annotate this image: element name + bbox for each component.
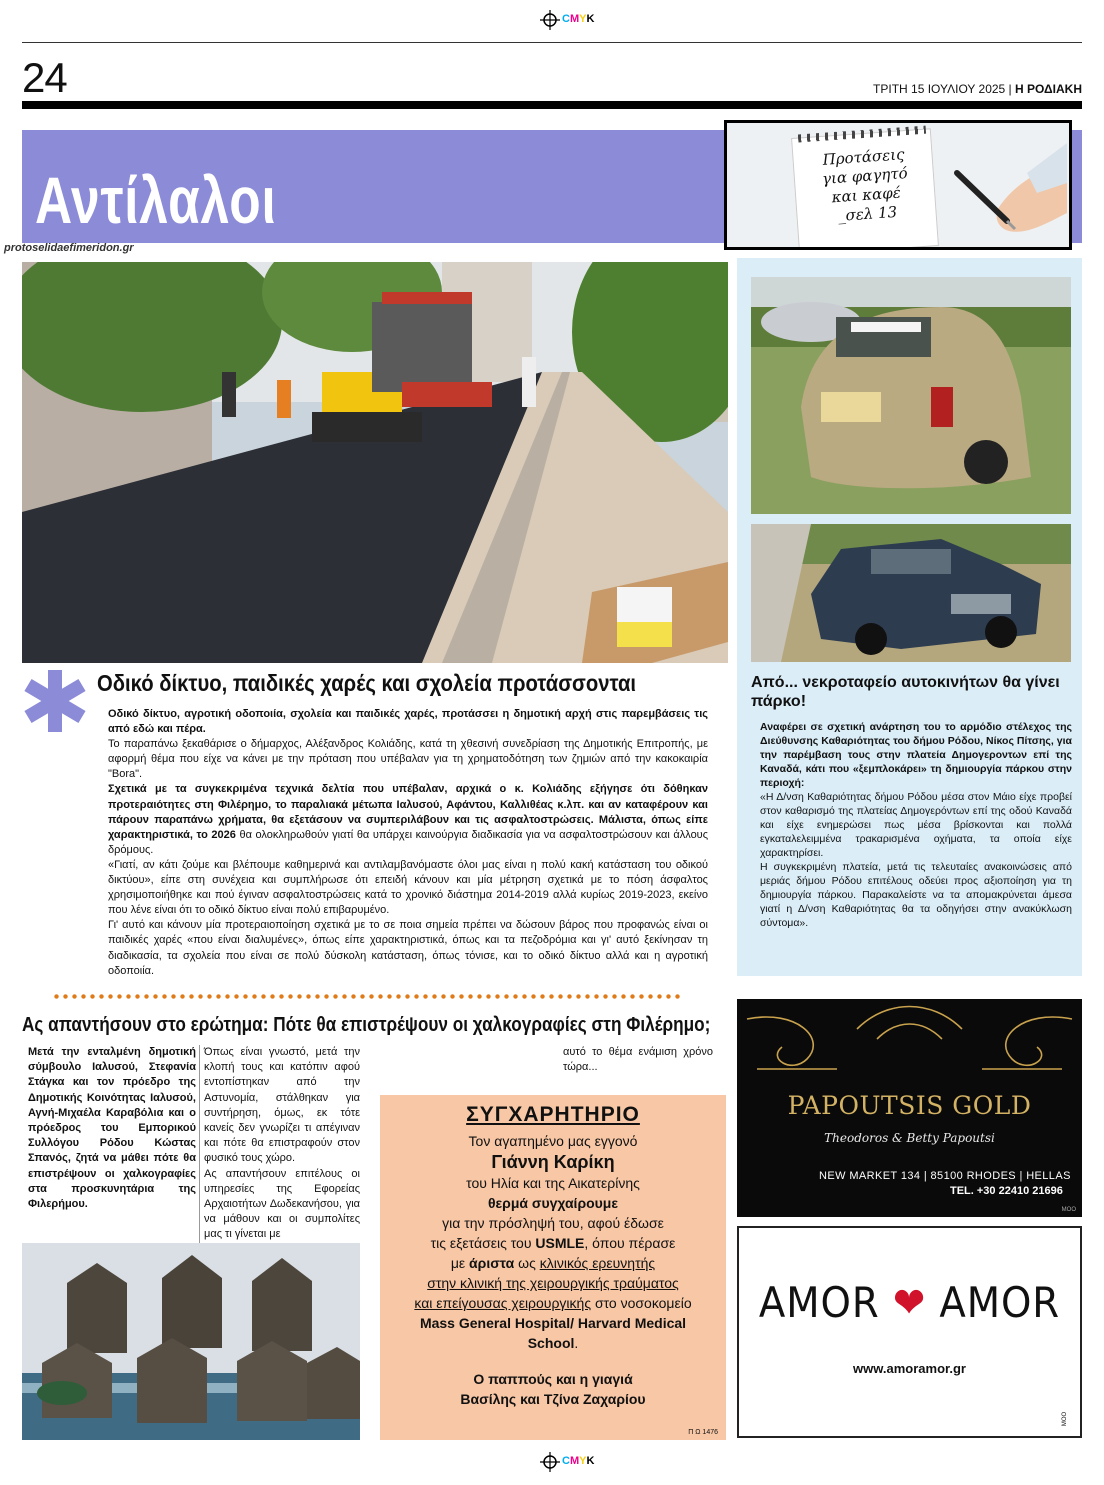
congrats-line [380, 1333, 726, 1353]
congrats-line: για την πρόσληψή του, αφού έδωσε [442, 1215, 664, 1231]
dotted-divider [52, 994, 684, 999]
main-paragraph: Το παραπάνω ξεκαθάρισε ο δήμαρχος, Αλέξανδρος Κολιάδης, κατά τη χθεσινή συνεδρίαση της Δημοτικής Επιτροπής, με αφορμή θέμα που είχε να κάνει με την πρόταση που υπέβαλαν για τη χρηματοδότηση των ζημιών από την κακοκαιρία "Bora". [108, 738, 708, 781]
top-rule [22, 42, 1082, 43]
amor-amor-ad[interactable] [737, 1226, 1082, 1438]
registration-mark-bottom [540, 1452, 610, 1472]
congrats-text: στο νοσοκομείο [591, 1295, 692, 1311]
main-paragraph: «Γιατί, αν κάτι ζούμε και βλέπουμε καθημερινά και αντιλαμβανόμαστε όλοι μας είναι η πολύ κακή κατάσταση του οδικού δικτύου», είπε στη συνέχεια και συμπλήρωσε ότι επειδή κάνουν και μία μέτρηση σχετικά με το πόση άσφαλτος χρησιμοποιήθηκε και πού έγιναν ασφαλτοστρώσεις κατά το χρονικό διάστημα 2014-2019 αλλά κυρίως 2019-2023, εκείνο που λένε είναι ότι το οδικό δίκτυο είναι πολύ επιβαρυμένο. [108, 858, 708, 917]
ad-code: ΜΟΟ [1061, 1207, 1076, 1213]
asterisk-icon [22, 668, 88, 734]
secondary-col-2 [204, 1045, 360, 1243]
section-banner-edge [1072, 130, 1082, 243]
cmyk-k: K [586, 1455, 595, 1467]
header-rule [22, 101, 1082, 109]
congrats-signature: Βασίλης και Τζίνα Ζαχαρίου [460, 1391, 646, 1407]
source-watermark: protoselidaefimeridon.gr [4, 242, 134, 254]
crosshair-icon [540, 10, 560, 30]
secondary-headline: Ας απαντήσουν στο ερώτημα: Πότε θα επιστρέψουν οι χαλκογραφίες στη Φιλέρημο; [22, 1014, 711, 1036]
dateline [873, 82, 1082, 96]
ad-brand [753, 1278, 1067, 1327]
promo-line: _σελ 13 [837, 202, 898, 225]
papoutsis-gold-ad[interactable] [737, 999, 1082, 1217]
writing-hand-icon [947, 143, 1067, 250]
promo-line: Προτάσεις [822, 145, 906, 169]
dateline-separator: | [1005, 82, 1016, 96]
abandoned-car-photo-2 [751, 524, 1071, 662]
main-paragraph-bold: Σχετικά με τα συγκεκριμένα τεχνικά δελτία που υπέβαλαν, αρχικά ο κ. Κολιάδης εξήγησε ότι δόθηκαν προτεραιότητες στη Φιλέρημο, το παραλιακά μέτωπα Ιαλυσού, Αφάντου, Καλλιθέας κ.λπ. και αν καταφέρουν και πάρουν παραπάνω χρήματα, θα εξετάσουν να συμπεριλάβουν και τις ασφαλτοστρώσεις. Μάλιστα, όπως είπε χαρακτηριστικά, το 2026 [108, 783, 708, 841]
issue-date: ΤΡΙΤΗ 15 ΙΟΥΛΙΟΥ 2025 [873, 82, 1006, 96]
ad-code: Π Ω 1476 [688, 1429, 718, 1436]
congrats-box [380, 1095, 726, 1440]
sidebar-paragraph: Η συγκεκριμένη πλατεία, μετά τις τελευταίες ανακοινώσεις από μεριάς δήμου Ρόδου επιτέλους οδεύει προς αξιοποίηση για τη δημιουργία πάρκου. Παρακαλείστε να τα απομακρύνεται άμεσα γιατί η Δ/νση Καθαριότητας θα τα οδηγήσει στην ανακύκλωση σύντομα». [760, 861, 1072, 929]
congrats-signature: Ο παππούς και η γιαγιά [473, 1371, 633, 1387]
main-paragraph [108, 782, 708, 857]
road-paving-photo [22, 262, 728, 663]
promo-line: για φαγητό [821, 164, 909, 188]
promo-line: και καφέ [831, 183, 902, 207]
congrats-text: . [574, 1335, 579, 1351]
congrats-line: θερμά συγχαίρουμε [487, 1195, 619, 1211]
cmyk-m: M [569, 13, 580, 25]
congrats-text: ως [514, 1255, 540, 1271]
heart-icon: ❤ [892, 1278, 927, 1327]
sidebar-lead: Αναφέρει σε σχετική ανάρτηση του το αρμόδιο στέλεχος της Διεύθυνσης Καθαριότητας του δήμου Ρόδου, Νίκος Πίτσης, για την παρέμβαση τους στην πλατεία Δημογεροντων επί της Καναδά, κάτι που «ξεμπλοκάρει» τη δημιουργία πάρκου στην περιοχή: [760, 721, 1072, 789]
cmyk-y: Y [579, 13, 587, 25]
congrats-line: στην κλινική της χειρουργικής τραύματος [427, 1275, 679, 1291]
congrats-title: ΣΥΓΧΑΡΗΤΗΡΙΟ [466, 1103, 640, 1126]
secondary-paragraph: Ας απαντήσουν επιτέλους οι υπηρεσίες της Εφορείας Αρχαιοτήτων Δωδεκανήσου, για να μάθουν και οι συμπολίτες μας τι γίνεται με [204, 1167, 360, 1241]
section-title: Αντίλαλοι [35, 163, 277, 237]
congrats-line: του Ηλία και της Αικατερίνης [466, 1175, 640, 1191]
ad-phone: TEL. +30 22410 21696 [950, 1185, 1063, 1197]
main-article-body [108, 707, 708, 979]
congrats-text: τις εξετάσεις του [430, 1235, 536, 1251]
page-number: 24 [22, 54, 67, 101]
congrats-line [380, 1233, 726, 1253]
main-paragraph: Γι' αυτό και κάνουν μία προτεραιοποίηση σχετικά με το σε ποια σημεία πρέπει να δώσουν βάρος που προφανώς είναι οι παιδικές χαρές «που είναι διαλυμένες», όπως είπε χαρακτηριστικά, όπως και τα πεζοδρόμια και γι' αυτό ξεκίνησαν τη διαδικασία, τα σχολεία που είναι σε πολύ δύσκολη κατάσταση, όπως τόνισε, και το οδικό δίκτυο αλλά και η αγροτική οδοποιία. [108, 919, 708, 977]
cmyk-c: C [562, 13, 570, 25]
congrats-underlined: και επείγουσας χειρουργικής [414, 1295, 592, 1311]
cmyk-c: C [562, 1455, 570, 1467]
ad-address: NEW MARKET 134 | 85100 RHODES | HELLAS [819, 1170, 1071, 1182]
cmyk-y: Y [579, 1455, 587, 1467]
congrats-text: , όπου πέρασε [584, 1235, 676, 1251]
congrats-line [380, 1253, 726, 1273]
cmyk-k: K [586, 13, 595, 25]
ad-brand-left: AMOR [758, 1278, 880, 1327]
congrats-line [380, 1293, 726, 1313]
congrats-emphasis: School [527, 1335, 575, 1351]
spiral-rings [798, 126, 926, 143]
promo-handwriting [801, 144, 930, 228]
secondary-paragraph: Όπως είναι γνωστό, μετά την κλοπή τους και κατόπιν αφού εντοπίστηκαν από την Αστυνομία, στάλθηκαν για συντήρηση, όμως, εκ τότε κανείς δεν γνωρίζει τι απέγιναν και πότε θα επιστραφούν στον φυσικό τους χώρο. [204, 1046, 360, 1165]
newspaper-name: Η ΡΟΔΙΑΚΗ [1015, 82, 1082, 96]
notepad-image [791, 128, 939, 250]
congrats-text: με [450, 1255, 470, 1271]
main-paragraph-rest: θα ολοκληρωθούν γιατί θα υπάρχει καινούργια διαδικασία για να ασφαλτοστρώσουν και άλλους δρόμους. [108, 828, 709, 856]
cmyk-label [562, 13, 594, 25]
promo-box[interactable] [724, 120, 1072, 250]
congrats-emphasis: άριστα [469, 1255, 515, 1271]
ad-owners: Theodoros & Betty Papoutsi [824, 1131, 995, 1145]
sidebar-body [760, 720, 1072, 930]
crosshair-icon [540, 1452, 560, 1472]
abandoned-car-photo-1 [751, 277, 1071, 514]
cmyk-label [562, 1455, 594, 1467]
cmyk-m: M [569, 1455, 580, 1467]
sidebar-headline: Από... νεκροταφείο αυτοκινήτων θα γίνει πάρκο! [751, 674, 1060, 710]
congrats-emphasis: USMLE [535, 1235, 585, 1251]
secondary-col-4: αυτό το θέμα ενάμιση χρόνο τώρα... [563, 1046, 713, 1074]
ad-brand: PAPOUTSIS GOLD [787, 1091, 1032, 1120]
secondary-col-1: Μετά την ενταλμένη δημοτική σύμβουλο Ιαλυσού, Στεφανία Στάγκα και τον πρόεδρο της Δημοτικής Κοινότητας Ιαλυσού, Αγνή-Μιχαέλα Καραβόλια και ο πρόεδρος του Εμπορικού Συλλόγου Ρόδου Κώστας Σπανός, ζητά να μάθει πότε θα επιστρέψουν οι χαλκογραφίες στα προσκυνητάρια της Φιλερήμου. [28, 1046, 196, 1211]
engravings-photo [22, 1243, 360, 1440]
main-headline: Οδικό δίκτυο, παιδικές χαρές και σχολεία προτάσσονται [97, 670, 637, 696]
congrats-name: Γιάννη Καρίκη [491, 1152, 615, 1172]
congrats-line: Mass General Hospital/ Harvard Medical [419, 1315, 687, 1331]
main-lead: Οδικό δίκτυο, αγροτική οδοποιία, σχολεία και παιδικές χαρές, προτάσσει η δημοτική αρχή στις παρεμβάσεις τις από εδώ και πέρα. [108, 708, 708, 736]
column-rule [199, 1045, 200, 1245]
sidebar-paragraph: «Η Δ/νση Καθαριότητας δήμου Ρόδου μέσα στον Μάιο είχε προβεί στον καθαρισμό της πλατείας Δημογερόντων επί της οδού Καναδά και είχε ενημερώσει πως μέσα βρίσκονται και πολλά εγκαταλελειμμένα τρακαρισμένα οχήματα, τα οποία είχε χαρακτηρίσει. [760, 791, 1072, 859]
ad-brand-right: AMOR [939, 1278, 1061, 1327]
ad-url[interactable]: www.amoramor.gr [853, 1361, 966, 1376]
ad-code: ΜΟΟ [1061, 1411, 1068, 1427]
registration-mark-top [540, 10, 610, 30]
congrats-underlined: κλινικός ερευνητής [539, 1255, 656, 1271]
congrats-line: Τον αγαπημένο μας εγγονό [468, 1133, 638, 1149]
